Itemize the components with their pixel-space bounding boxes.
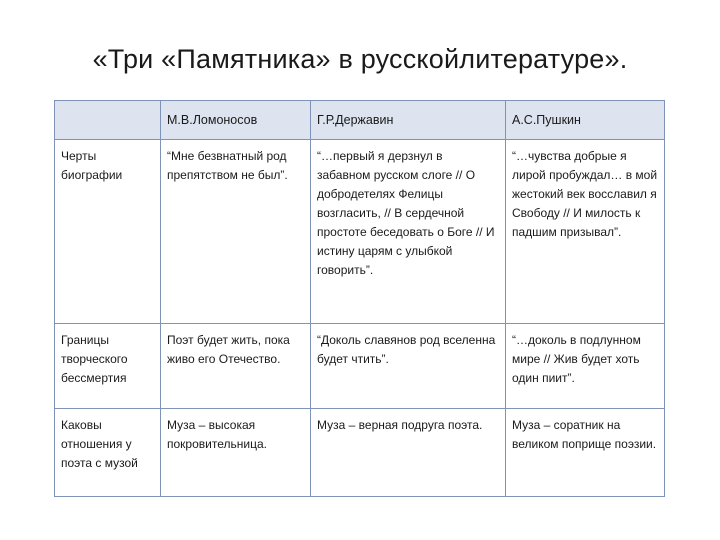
cell-derzhavin-muse: Муза – верная подруга поэта. — [311, 409, 506, 497]
column-header-derzhavin: Г.Р.Державин — [311, 101, 506, 140]
table-header-row — [55, 101, 665, 140]
row-header-biography: Черты биографии — [55, 140, 161, 324]
column-header-pushkin: А.С.Пушкин — [506, 101, 665, 140]
table-row — [55, 140, 665, 324]
cell-derzhavin-immortality: “Доколь славянов род вселенна будет чтить”. — [311, 324, 506, 409]
cell-lomonosov-biography: “Мне безвнатный род препятством не был”. — [161, 140, 311, 324]
cell-pushkin-muse: Муза – соратник на великом поприще поэзии. — [506, 409, 665, 497]
cell-lomonosov-muse: Муза – высокая покровительница. — [161, 409, 311, 497]
column-header-lomonosov: М.В.Ломоносов — [161, 101, 311, 140]
table-row — [55, 324, 665, 409]
cell-pushkin-biography: “…чувства добрые я лирой пробуждал… в мой жестокий век восславил я Свободу // И милость к падшим призывал”. — [506, 140, 665, 324]
cell-lomonosov-immortality: Поэт будет жить, пока живо его Отечество. — [161, 324, 311, 409]
cell-pushkin-immortality: “…доколь в подлунном мире // Жив будет хоть один пиит”. — [506, 324, 665, 409]
cell-derzhavin-biography: “…первый я дерзнул в забавном русском слоге // О добродетелях Фелицы возгласить, // В сердечной простоте беседовать о Боге // И истину царям с улыбкой говорить”. — [311, 140, 506, 324]
row-header-immortality: Границы творческого бессмертия — [55, 324, 161, 409]
table-row — [55, 409, 665, 497]
corner-cell — [55, 101, 161, 140]
comparison-table — [54, 100, 665, 497]
row-header-muse: Каковы отношения у поэта с музой — [55, 409, 161, 497]
slide-title: «Три «Памятника» в русскойлитературе». — [92, 44, 628, 74]
